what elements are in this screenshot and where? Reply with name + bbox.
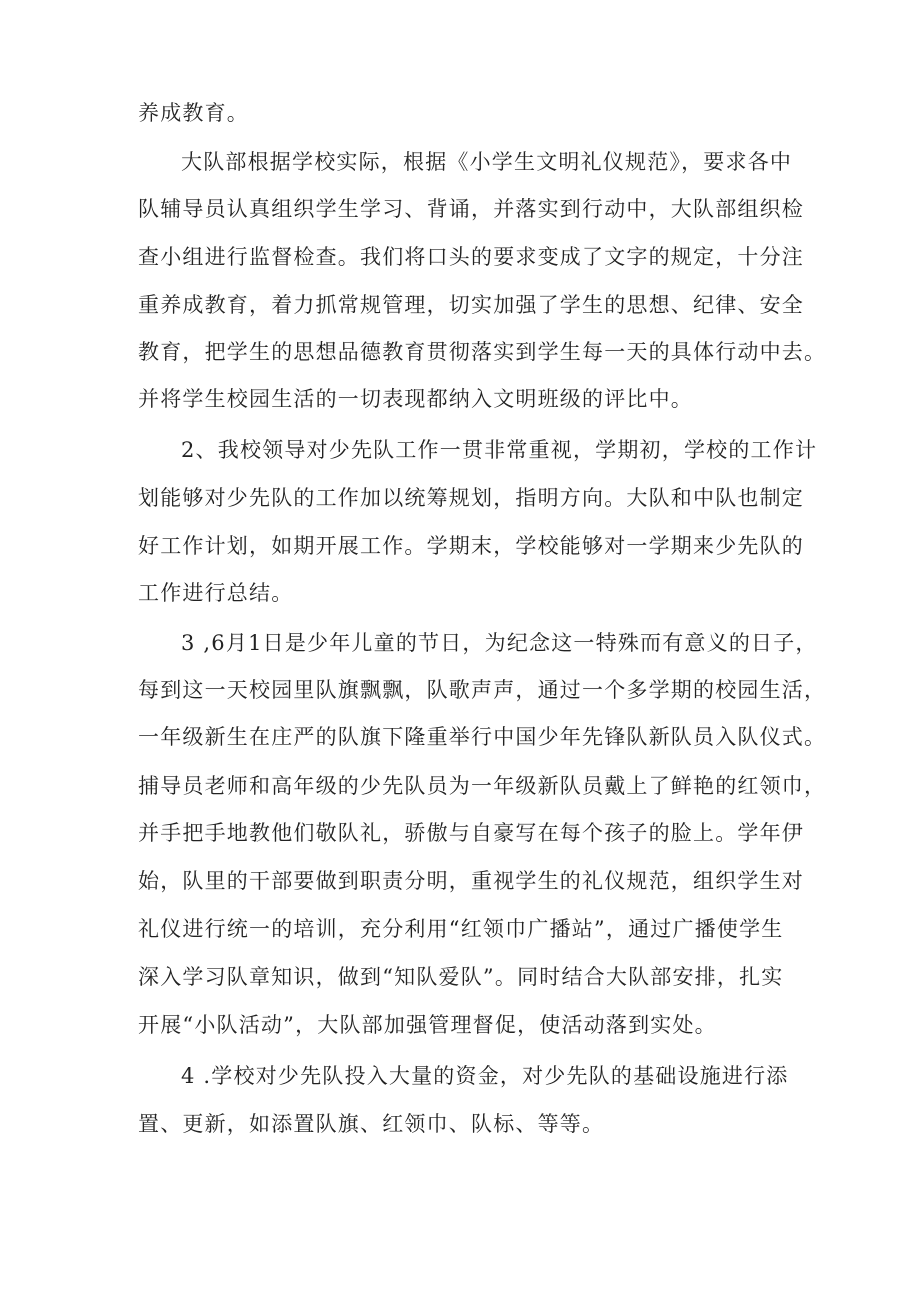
text-line: 养成教育。	[138, 101, 249, 125]
text-line: 教育，把学生的思想品德教育贯彻落实到学生每一天的具体行动中去。	[138, 340, 827, 364]
text-line: 队辅导员认真组织学生学习、背诵，并落实到行动中，大队部组织检	[138, 197, 804, 221]
text-line: 重养成教育，着力抓常规管理，切实加强了学生的思想、纪律、安全	[138, 293, 804, 317]
text-line: 大队部根据学校实际，根据《小学生文明礼仪规范》，要求各中	[181, 150, 793, 174]
text-line: 礼仪进行统一的培训，充分利用“红领巾广播站”，通过广播使学生	[138, 917, 784, 941]
text-line: 始，队里的干部要做到职责分明，重视学生的礼仪规范，组织学生对	[138, 869, 804, 893]
text-line: 3 ,6月1日是少年儿童的节日，为纪念这一特殊而有意义的日子，	[181, 631, 818, 655]
text-line: 深入学习队章知识，做到“知队爱队”。同时结合大队部安排，扎实	[138, 965, 784, 989]
text-line: 开展“小队活动”，大队部加强管理督促，使活动落到实处。	[138, 1013, 717, 1037]
text-line: 并将学生校园生活的一切表现都纳入文明班级的评比中。	[138, 387, 693, 411]
text-line: 并手把手地教他们敬队礼，骄傲与自豪写在每个孩子的脸上。学年伊	[138, 821, 804, 845]
text-line: 置、更新，如添置队旗、红领巾、队标、等等。	[138, 1112, 605, 1136]
text-line: 查小组进行监督检查。我们将口头的要求变成了文字的规定，十分注	[138, 245, 804, 269]
text-line: 每到这一天校园里队旗飘飘，队歌声声，通过一个多学期的校园生活，	[138, 678, 827, 702]
text-line: 捕导员老师和高年级的少先队员为一年级新队员戴上了鲜艳的红领巾，	[138, 774, 827, 798]
text-line: 划能够对少先队的工作加以统筹规划，指明方向。大队和中队也制定	[138, 486, 804, 510]
text-line: 好工作计划，如期开展工作。学期末，学校能够对一学期来少先队的	[138, 534, 804, 558]
text-line: 4 .学校对少先队投入大量的资金，对少先队的基础设施进行添	[181, 1064, 789, 1088]
text-line: 工作进行总结。	[138, 581, 294, 605]
text-line: 2、我校领导对少先队工作一贯非常重视，学期初，学校的工作计	[181, 438, 818, 462]
text-line: 一年级新生在庄严的队旗下隆重举行中国少年先锋队新队员入队仪式。	[138, 725, 827, 749]
